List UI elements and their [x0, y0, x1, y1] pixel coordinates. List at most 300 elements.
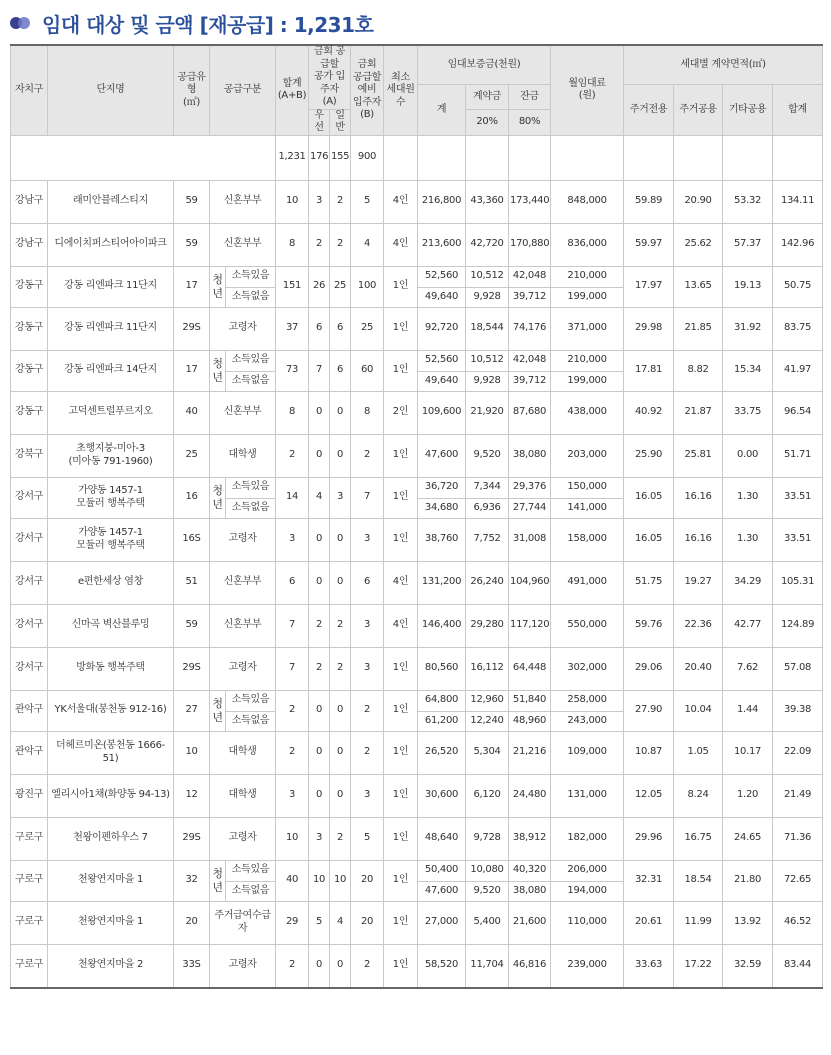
deposit-contract-cell: 16,112: [466, 647, 509, 690]
deposit-contract-cell: 11,704: [466, 944, 509, 988]
deposit-total-cell: 34,680: [418, 498, 466, 518]
total-cell: 2: [276, 731, 309, 774]
supply-category-cell: 대학생: [210, 774, 276, 817]
deposit-total-cell: 47,600: [418, 881, 466, 901]
area-private-cell: 59.76: [624, 604, 674, 647]
monthly-rent-cell: 438,000: [551, 391, 624, 434]
deposit-balance-cell: 64,448: [509, 647, 551, 690]
empty-cell: [773, 135, 823, 180]
header-deposit: 임대보증금(천원): [418, 45, 551, 85]
area-other-cell: 1.44: [723, 690, 773, 731]
area-total-cell: 50.75: [773, 266, 823, 307]
deposit-balance-cell: 117,120: [509, 604, 551, 647]
district-cell: 강서구: [11, 518, 48, 561]
complex-name-cell: 디에이치퍼스티어아이파크: [48, 223, 174, 266]
title-text: 임대 대상 및 금액 [재공급] : 1,231호: [42, 12, 374, 37]
monthly-rent-cell: 158,000: [551, 518, 624, 561]
area-private-cell: 25.90: [624, 434, 674, 477]
deposit-contract-cell: 42,720: [466, 223, 509, 266]
area-private-cell: 29.06: [624, 647, 674, 690]
spare-cell: 5: [351, 180, 384, 223]
youth-label-cell: [210, 690, 226, 731]
min-household-cell: 1인: [384, 647, 418, 690]
min-household-cell: 4인: [384, 180, 418, 223]
deposit-total-cell: 49,640: [418, 287, 466, 307]
deposit-total-cell: 47,600: [418, 434, 466, 477]
deposit-balance-cell: 42,048: [509, 350, 551, 371]
area-shared-cell: 21.87: [674, 391, 723, 434]
deposit-total-cell: 38,760: [418, 518, 466, 561]
area-other-cell: 7.62: [723, 647, 773, 690]
area-private-cell: 16.05: [624, 518, 674, 561]
monthly-rent-cell: 199,000: [551, 371, 624, 391]
header-supply-size-text: 공급유형 (㎡): [177, 71, 206, 108]
deposit-total-cell: 80,560: [418, 647, 466, 690]
total-cell: 6: [276, 561, 309, 604]
general-cell: 3: [330, 477, 351, 518]
total-cell: 2: [276, 944, 309, 988]
complex-name-cell: 강동 리엔파크 11단지: [48, 307, 174, 350]
total-general: 155: [330, 135, 351, 180]
header-min-household-text: 최소 세대원 수: [386, 71, 415, 108]
area-shared-cell: 20.40: [674, 647, 723, 690]
supply-size-cell: 59: [174, 180, 210, 223]
district-cell: 구로구: [11, 944, 48, 988]
monthly-rent-cell: 258,000: [551, 690, 624, 711]
header-complex: 단지명: [48, 45, 174, 135]
youth-label-cell: [210, 477, 226, 518]
area-total-cell: 83.44: [773, 944, 823, 988]
table-row: [11, 731, 823, 774]
area-shared-cell: 18.54: [674, 860, 723, 901]
deposit-contract-cell: 7,344: [466, 477, 509, 498]
deposit-contract-cell: 26,240: [466, 561, 509, 604]
deposit-balance-cell: 46,816: [509, 944, 551, 988]
rental-table: [10, 44, 823, 989]
empty-cell: [466, 135, 509, 180]
deposit-balance-cell: 170,880: [509, 223, 551, 266]
area-private-cell: 16.05: [624, 477, 674, 518]
table-row: [11, 860, 823, 881]
supply-category-cell: 대학생: [210, 434, 276, 477]
deposit-contract-cell: 9,928: [466, 371, 509, 391]
monthly-rent-cell: 150,000: [551, 477, 624, 498]
district-cell: 구로구: [11, 901, 48, 944]
area-total-cell: 124.89: [773, 604, 823, 647]
total-cell: 73: [276, 350, 309, 391]
header-spare-text: 금회 공급할 예비 입주자 (B): [352, 59, 382, 120]
empty-cell: [723, 135, 773, 180]
deposit-contract-cell: 6,120: [466, 774, 509, 817]
area-shared-cell: 16.16: [674, 477, 723, 518]
supply-category-cell: 신혼부부: [210, 604, 276, 647]
area-shared-cell: 20.90: [674, 180, 723, 223]
deposit-contract-cell: 9,928: [466, 287, 509, 307]
area-other-cell: 1.20: [723, 774, 773, 817]
monthly-rent-cell: 371,000: [551, 307, 624, 350]
youth-label-cell-text: 청 년: [212, 866, 223, 894]
complex-name-cell: 고덕센트럴푸르지오: [48, 391, 174, 434]
header-deposit-contract-pct: 20%: [466, 109, 509, 135]
area-other-cell: 21.80: [723, 860, 773, 901]
youth-label-cell: [210, 266, 226, 307]
min-household-cell: 1인: [384, 817, 418, 860]
spare-cell: 4: [351, 223, 384, 266]
area-shared-cell: 21.85: [674, 307, 723, 350]
table-row: [11, 266, 823, 287]
table-row: [11, 307, 823, 350]
header-first-general: 일반: [330, 109, 351, 135]
table-row: [11, 690, 823, 711]
min-household-cell: 1인: [384, 860, 418, 901]
area-shared-cell: 1.05: [674, 731, 723, 774]
priority-cell: 0: [309, 731, 330, 774]
youth-label-cell-text: 청 년: [212, 483, 223, 511]
complex-name-cell: 천왕연지마을 2: [48, 944, 174, 988]
monthly-rent-cell: 194,000: [551, 881, 624, 901]
total-cell: 8: [276, 391, 309, 434]
supply-category-cell: 신혼부부: [210, 223, 276, 266]
empty-cell: [384, 135, 418, 180]
supply-size-cell: 20: [174, 901, 210, 944]
area-other-cell: 34.29: [723, 561, 773, 604]
area-other-cell: 33.75: [723, 391, 773, 434]
priority-cell: 0: [309, 518, 330, 561]
area-private-cell: 12.05: [624, 774, 674, 817]
general-cell: 0: [330, 774, 351, 817]
min-household-cell: 1인: [384, 266, 418, 307]
area-private-cell: 29.96: [624, 817, 674, 860]
header-first-priority: 우선: [309, 109, 330, 135]
supply-category-cell: 신혼부부: [210, 391, 276, 434]
district-cell: 강남구: [11, 223, 48, 266]
deposit-balance-cell: 24,480: [509, 774, 551, 817]
supply-subcategory-cell: 소득있음: [226, 860, 276, 881]
priority-cell: 0: [309, 561, 330, 604]
complex-name-cell: 더헤르미온(봉천동 1666-51): [48, 731, 174, 774]
bullet-dots-icon: [10, 16, 36, 30]
general-cell: 2: [330, 647, 351, 690]
priority-cell: 10: [309, 860, 330, 901]
header-first-reserved-text: 금회 공급할 공가 입주자 (A): [314, 46, 345, 107]
total-cell: 151: [276, 266, 309, 307]
area-shared-cell: 8.24: [674, 774, 723, 817]
monthly-rent-cell: 203,000: [551, 434, 624, 477]
deposit-total-cell: 58,520: [418, 944, 466, 988]
complex-name-cell: 래미안블레스티지: [48, 180, 174, 223]
empty-cell: [551, 135, 624, 180]
deposit-balance-cell: 39,712: [509, 371, 551, 391]
total-spare: 900: [351, 135, 384, 180]
supply-category-cell: 고령자: [210, 944, 276, 988]
monthly-rent-cell: 491,000: [551, 561, 624, 604]
priority-cell: 6: [309, 307, 330, 350]
header-district: 자치구: [11, 45, 48, 135]
area-total-cell: 72.65: [773, 860, 823, 901]
district-cell: 강서구: [11, 647, 48, 690]
deposit-balance-cell: 74,176: [509, 307, 551, 350]
area-shared-cell: 11.99: [674, 901, 723, 944]
general-cell: 2: [330, 223, 351, 266]
supply-category-cell: 고령자: [210, 518, 276, 561]
priority-cell: 3: [309, 180, 330, 223]
deposit-contract-cell: 21,920: [466, 391, 509, 434]
supply-size-cell: 29S: [174, 647, 210, 690]
monthly-rent-cell: 206,000: [551, 860, 624, 881]
deposit-contract-cell: 10,080: [466, 860, 509, 881]
complex-name-cell: YK서울대(봉천동 912-16): [48, 690, 174, 731]
table-row: [11, 944, 823, 988]
total-cell: 8: [276, 223, 309, 266]
area-private-cell: 33.63: [624, 944, 674, 988]
deposit-balance-cell: 21,216: [509, 731, 551, 774]
deposit-contract-cell: 5,304: [466, 731, 509, 774]
total-cell: 14: [276, 477, 309, 518]
area-total-cell: 134.11: [773, 180, 823, 223]
general-cell: 2: [330, 604, 351, 647]
deposit-balance-cell: 40,320: [509, 860, 551, 881]
priority-cell: 0: [309, 690, 330, 731]
district-cell: 구로구: [11, 860, 48, 901]
monthly-rent-cell: 550,000: [551, 604, 624, 647]
area-total-cell: 21.49: [773, 774, 823, 817]
complex-name-cell-text: 가양동 1457-1 모듈러 행복주택: [76, 485, 145, 509]
deposit-balance-cell: 38,080: [509, 434, 551, 477]
district-cell: 강서구: [11, 561, 48, 604]
deposit-total-cell: 26,520: [418, 731, 466, 774]
priority-cell: 0: [309, 944, 330, 988]
supply-category-cell: 고령자: [210, 817, 276, 860]
complex-name-cell: 신마곡 벽산블루밍: [48, 604, 174, 647]
supply-subcategory-cell: 소득있음: [226, 266, 276, 287]
youth-label-cell: [210, 860, 226, 901]
area-shared-cell: 16.75: [674, 817, 723, 860]
deposit-balance-cell: 104,960: [509, 561, 551, 604]
complex-name-cell-text: 가양동 1457-1 모듈러 행복주택: [76, 527, 145, 551]
table-row: [11, 223, 823, 266]
supply-size-cell: 16: [174, 477, 210, 518]
spare-cell: 3: [351, 518, 384, 561]
complex-name-cell: e편한세상 염창: [48, 561, 174, 604]
header-supply-size: [174, 45, 210, 135]
min-household-cell: 4인: [384, 604, 418, 647]
area-total-cell: 33.51: [773, 518, 823, 561]
youth-label-cell-text: 청 년: [212, 696, 223, 724]
deposit-contract-cell: 12,240: [466, 711, 509, 731]
total-sum: 1,231: [276, 135, 309, 180]
empty-cell: [418, 135, 466, 180]
deposit-total-cell: 61,200: [418, 711, 466, 731]
complex-name-cell-text: 초행지붕-미아-3 (미아동 791-1960): [68, 443, 153, 467]
area-total-cell: 39.38: [773, 690, 823, 731]
deposit-balance-cell: 31,008: [509, 518, 551, 561]
min-household-cell: 1인: [384, 434, 418, 477]
supply-subcategory-cell: 소득없음: [226, 287, 276, 307]
min-household-cell: 1인: [384, 731, 418, 774]
general-cell: 0: [330, 434, 351, 477]
header-deposit-balance: 잔금: [509, 85, 551, 110]
table-row: [11, 180, 823, 223]
spare-cell: 60: [351, 350, 384, 391]
table-row: [11, 817, 823, 860]
deposit-total-cell: 213,600: [418, 223, 466, 266]
deposit-total-cell: 92,720: [418, 307, 466, 350]
header-monthly-rent: [551, 45, 624, 135]
area-private-cell: 17.97: [624, 266, 674, 307]
monthly-rent-cell: 302,000: [551, 647, 624, 690]
area-private-cell: 59.89: [624, 180, 674, 223]
supply-category-cell: 주거급여수급자: [210, 901, 276, 944]
table-row: [11, 350, 823, 371]
deposit-contract-cell: 10,512: [466, 350, 509, 371]
totals-row: [11, 135, 823, 180]
priority-cell: 0: [309, 774, 330, 817]
deposit-total-cell: 64,800: [418, 690, 466, 711]
district-cell: 강북구: [11, 434, 48, 477]
complex-name-cell: [48, 477, 174, 518]
header-area-total: 합계: [773, 85, 823, 136]
district-cell: 관악구: [11, 690, 48, 731]
supply-size-cell: 59: [174, 223, 210, 266]
deposit-contract-cell: 7,752: [466, 518, 509, 561]
deposit-balance-cell: 51,840: [509, 690, 551, 711]
general-cell: 0: [330, 731, 351, 774]
general-cell: 25: [330, 266, 351, 307]
complex-name-cell: [48, 518, 174, 561]
totals-label-cell: [11, 135, 276, 180]
priority-cell: 3: [309, 817, 330, 860]
monthly-rent-cell: 182,000: [551, 817, 624, 860]
supply-subcategory-cell: 소득있음: [226, 350, 276, 371]
general-cell: 6: [330, 350, 351, 391]
monthly-rent-cell: 141,000: [551, 498, 624, 518]
priority-cell: 2: [309, 223, 330, 266]
area-private-cell: 29.98: [624, 307, 674, 350]
area-shared-cell: 22.36: [674, 604, 723, 647]
deposit-total-cell: 146,400: [418, 604, 466, 647]
min-household-cell: 4인: [384, 223, 418, 266]
spare-cell: 6: [351, 561, 384, 604]
complex-name-cell: [48, 434, 174, 477]
deposit-balance-cell: 48,960: [509, 711, 551, 731]
supply-category-cell: 고령자: [210, 307, 276, 350]
district-cell: 광진구: [11, 774, 48, 817]
supply-size-cell: 17: [174, 266, 210, 307]
area-private-cell: 20.61: [624, 901, 674, 944]
general-cell: 2: [330, 817, 351, 860]
general-cell: 6: [330, 307, 351, 350]
deposit-total-cell: 52,560: [418, 266, 466, 287]
monthly-rent-cell: 199,000: [551, 287, 624, 307]
deposit-total-cell: 30,600: [418, 774, 466, 817]
complex-name-cell: 천왕연지마을 1: [48, 901, 174, 944]
area-shared-cell: 13.65: [674, 266, 723, 307]
table-header: [11, 45, 823, 135]
area-private-cell: 32.31: [624, 860, 674, 901]
supply-size-cell: 10: [174, 731, 210, 774]
header-area: 세대별 계약면적(㎡): [624, 45, 823, 85]
supply-size-cell: 12: [174, 774, 210, 817]
min-household-cell: 1인: [384, 901, 418, 944]
youth-label-cell-text: 청 년: [212, 272, 223, 300]
area-shared-cell: 19.27: [674, 561, 723, 604]
monthly-rent-cell: 836,000: [551, 223, 624, 266]
area-other-cell: 53.32: [723, 180, 773, 223]
supply-subcategory-cell: 소득없음: [226, 711, 276, 731]
youth-label-cell: [210, 350, 226, 391]
total-cell: 3: [276, 518, 309, 561]
supply-size-cell: 29S: [174, 307, 210, 350]
table-row: [11, 901, 823, 944]
deposit-contract-cell: 43,360: [466, 180, 509, 223]
spare-cell: 2: [351, 731, 384, 774]
area-total-cell: 33.51: [773, 477, 823, 518]
area-shared-cell: 16.16: [674, 518, 723, 561]
supply-category-cell: 신혼부부: [210, 180, 276, 223]
header-area-other: 기타공용: [723, 85, 773, 136]
priority-cell: 2: [309, 604, 330, 647]
deposit-balance-cell: 39,712: [509, 287, 551, 307]
monthly-rent-cell: 210,000: [551, 266, 624, 287]
header-spare: [351, 45, 384, 135]
area-other-cell: 1.30: [723, 477, 773, 518]
general-cell: 0: [330, 690, 351, 731]
complex-name-cell: 방화동 행복주택: [48, 647, 174, 690]
supply-size-cell: 25: [174, 434, 210, 477]
supply-size-cell: 51: [174, 561, 210, 604]
spare-cell: 20: [351, 860, 384, 901]
area-shared-cell: 25.81: [674, 434, 723, 477]
deposit-balance-cell: 38,912: [509, 817, 551, 860]
district-cell: 강서구: [11, 477, 48, 518]
header-area-shared: 주거공용: [674, 85, 723, 136]
total-cell: 2: [276, 434, 309, 477]
area-total-cell: 96.54: [773, 391, 823, 434]
supply-subcategory-cell: 소득없음: [226, 498, 276, 518]
deposit-contract-cell: 29,280: [466, 604, 509, 647]
supply-category-cell: 신혼부부: [210, 561, 276, 604]
monthly-rent-cell: 243,000: [551, 711, 624, 731]
area-shared-cell: 25.62: [674, 223, 723, 266]
area-total-cell: 71.36: [773, 817, 823, 860]
complex-name-cell: 강동 리엔파크 14단지: [48, 350, 174, 391]
empty-cell: [624, 135, 674, 180]
monthly-rent-cell: 110,000: [551, 901, 624, 944]
total-cell: 7: [276, 604, 309, 647]
deposit-contract-cell: 12,960: [466, 690, 509, 711]
deposit-contract-cell: 9,728: [466, 817, 509, 860]
deposit-total-cell: 49,640: [418, 371, 466, 391]
deposit-balance-cell: 29,376: [509, 477, 551, 498]
spare-cell: 25: [351, 307, 384, 350]
deposit-balance-cell: 38,080: [509, 881, 551, 901]
spare-cell: 2: [351, 944, 384, 988]
area-shared-cell: 8.82: [674, 350, 723, 391]
area-total-cell: 57.08: [773, 647, 823, 690]
total-cell: 29: [276, 901, 309, 944]
supply-category-cell: 고령자: [210, 647, 276, 690]
spare-cell: 5: [351, 817, 384, 860]
header-deposit-balance-pct: 80%: [509, 109, 551, 135]
district-cell: 강동구: [11, 350, 48, 391]
priority-cell: 0: [309, 434, 330, 477]
table-row: [11, 647, 823, 690]
spare-cell: 3: [351, 774, 384, 817]
area-private-cell: 10.87: [624, 731, 674, 774]
table-row: [11, 518, 823, 561]
supply-category-cell: 대학생: [210, 731, 276, 774]
deposit-total-cell: 131,200: [418, 561, 466, 604]
